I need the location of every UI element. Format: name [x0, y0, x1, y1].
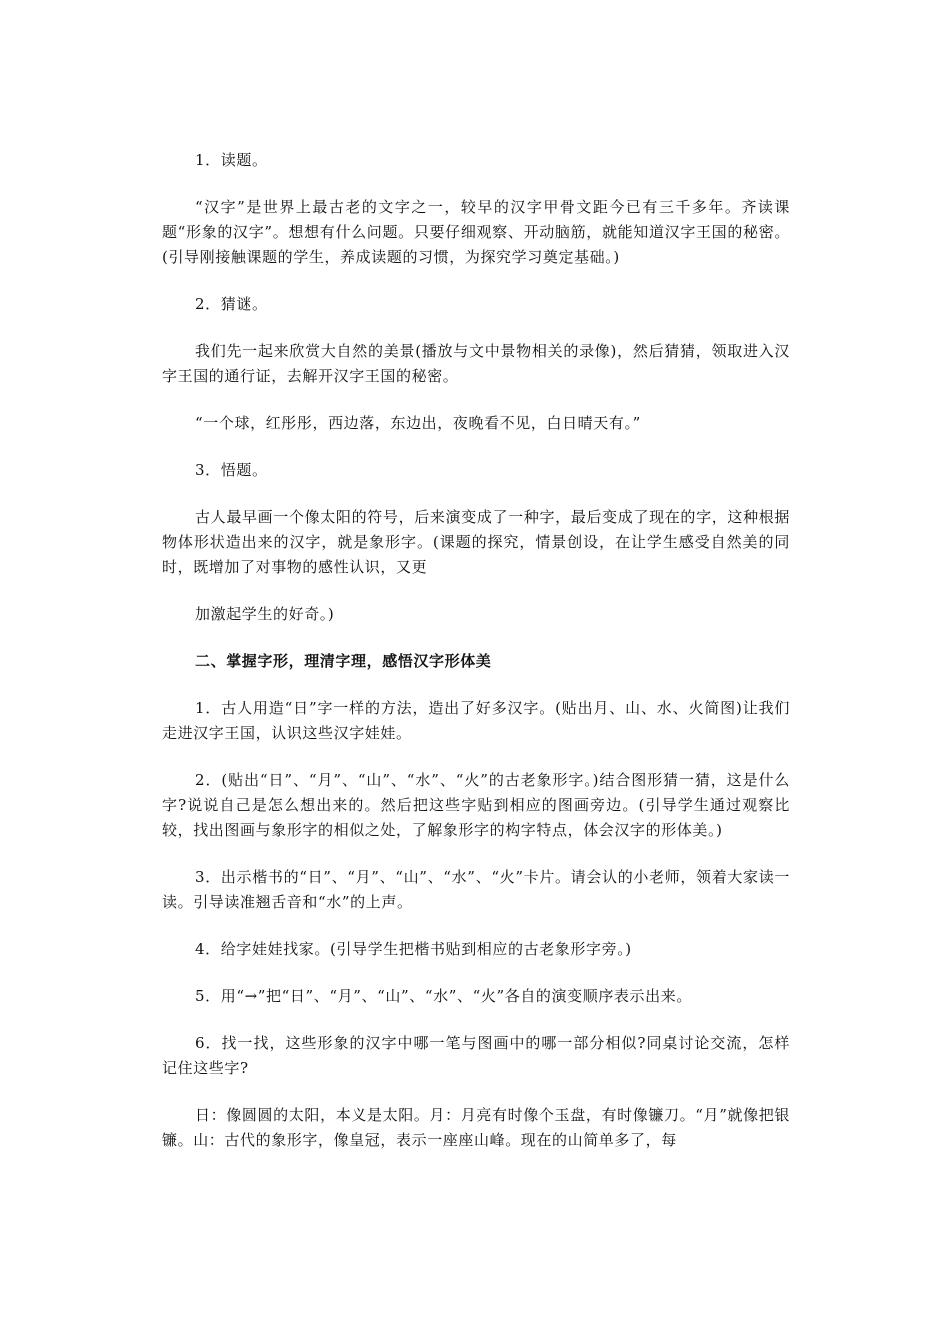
paragraph-curiosity: 加激起学生的好奇。): [195, 605, 335, 623]
paragraph-step-6: 6．找一找，这些形象的汉字中哪一笔与图画中的哪一部分相似?同桌讨论交流，怎样记住这些字?: [162, 1034, 790, 1077]
paragraph-step-3: 3．出示楷书的“日”、“月”、“山”、“水”、“火”卡片。请会认的小老师，领着大家读一读。引导读准翘舌音和“水”的上声。: [162, 868, 790, 911]
paragraph-step-2: 2．(贴出“日”、“月”、“山”、“水”、“火”的古老象形字。)结合图形猜一猜，这是什么字?说说自己是怎么想出来的。然后把这些字贴到相应的图画旁边。(引导学生通过观察比较，找出图画与象形字的相似之处，了解象形字的构字特点，体会汉字的形体美。): [162, 771, 790, 839]
paragraph-riddle-text: “一个球，红彤彤，西边落，东边出，夜晚看不见，白日晴天有。”: [195, 414, 641, 432]
paragraph-step-5: 5．用“→”把“日”、“月”、“山”、“水”、“火”各自的演变顺序表示出来。: [195, 987, 692, 1005]
document-body: [162, 148, 790, 1175]
paragraph-riddle-title: 2．猜谜。: [195, 295, 268, 313]
paragraph-hanzi-intro: “汉字”是世界上最古老的文字之一，较早的汉字甲骨文距今已有三千多年。齐读课题“形象的汉字”。想想有什么问题。只要仔细观察、开动脑筋，就能知道汉字王国的秘密。(引导刚接触课题的学生，养成读题的习惯，为探究学习奠定基础。): [162, 198, 790, 266]
paragraph-character-notes: 日：像圆圆的太阳，本义是太阳。月：月亮有时像个玉盘，有时像镰刀。“月”就像把银镰。山：古代的象形字，像皇冠，表示一座座山峰。现在的山简单多了，每: [162, 1106, 790, 1149]
section-heading: 二、掌握字形，理清字理，感悟汉字形体美: [195, 652, 492, 670]
paragraph-step-4: 4．给字娃娃找家。(引导学生把楷书贴到相应的古老象形字旁。): [195, 940, 632, 958]
paragraph-understand-title: 3．悟题。: [195, 461, 268, 479]
paragraph-read-title: 1．读题。: [195, 151, 268, 169]
paragraph-riddle-intro: 我们先一起来欣赏大自然的美景(播放与文中景物相关的录像)，然后猜猜，领取进入汉字王国的通行证，去解开汉字王国的秘密。: [162, 342, 790, 385]
paragraph-step-1: 1．古人用造“日”字一样的方法，造出了好多汉字。(贴出月、山、水、火简图)让我们走进汉字王国，认识这些汉字娃娃。: [162, 699, 790, 742]
paragraph-pictograph-explain: 古人最早画一个像太阳的符号，后来演变成了一种字，最后变成了现在的字，这种根据物体形状造出来的汉字，就是象形字。(课题的探究，情景创设，在让学生感受自然美的同时，既增加了对事物的感性认识，又更: [162, 508, 790, 576]
